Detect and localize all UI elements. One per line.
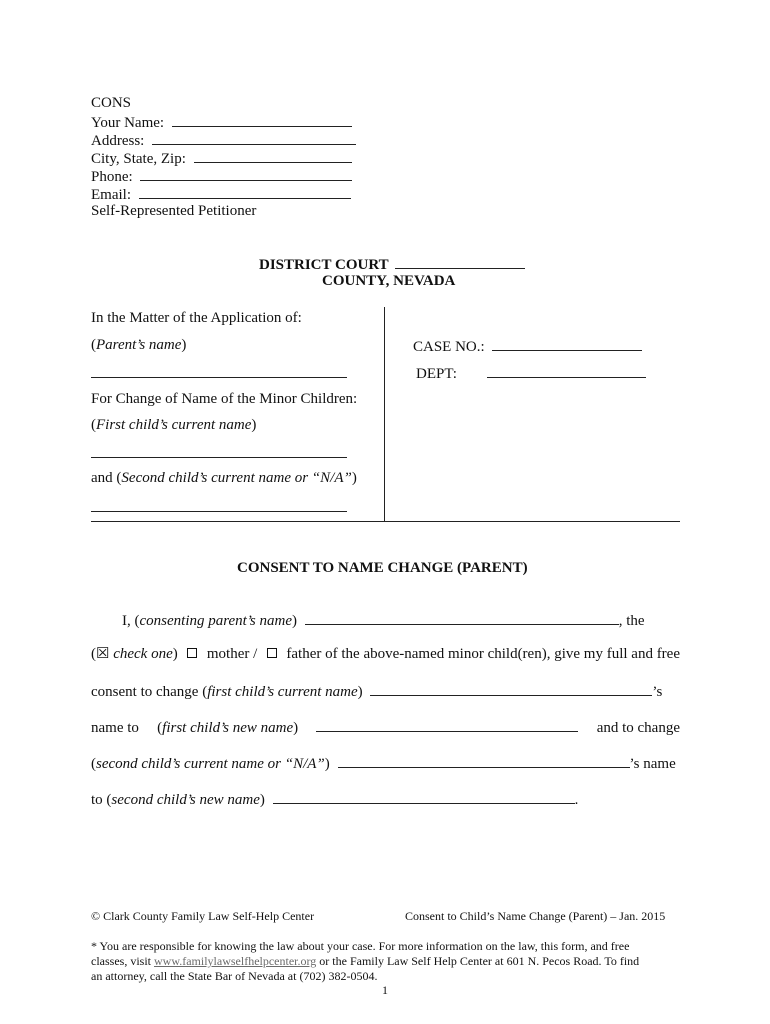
- change-of-name-label: For Change of Name of the Minor Children:: [91, 391, 358, 407]
- to-label: to: [91, 792, 103, 808]
- email-label: Email:: [91, 187, 131, 203]
- self-represented-label: Self-Represented Petitioner: [91, 203, 257, 219]
- footer-note-line-2: [91, 954, 639, 969]
- body-line-3: consent to change (first child’s current name) ’s: [91, 681, 662, 701]
- case-no-row: [413, 336, 642, 356]
- parent-name-hint-text: Parent’s name: [96, 337, 182, 353]
- second-child-current-hint: second child’s current name or “N/A”: [96, 756, 325, 772]
- body-line-5: (second child’s current name or “N/A”) ’s name: [91, 753, 676, 773]
- mother-label: mother /: [206, 646, 258, 662]
- dept-field[interactable]: [487, 363, 646, 378]
- phone-label: Phone:: [91, 169, 133, 185]
- county-nevada-label: COUNTY, NEVADA: [322, 273, 456, 289]
- phone-field[interactable]: [140, 166, 352, 181]
- matter-label: In the Matter of the Application of:: [91, 310, 302, 326]
- case-no-field[interactable]: [492, 336, 642, 351]
- first-child-hint: (First child’s current name): [91, 417, 257, 433]
- email-field[interactable]: [139, 184, 351, 199]
- second-child-hint-text: Second child’s current name or “N/A”: [121, 470, 352, 486]
- first-child-current-field[interactable]: [370, 681, 652, 696]
- first-child-new-field[interactable]: [316, 717, 578, 732]
- form-title-footer: Consent to Child’s Name Change (Parent) – Jan. 2015: [405, 909, 666, 923]
- address-label: Address:: [91, 133, 145, 149]
- your-name-row: [91, 112, 352, 132]
- possessive-s-label: ’s: [652, 684, 663, 700]
- city-state-zip-row: [91, 148, 352, 168]
- district-court-row: [259, 254, 525, 274]
- parent-name-hint: (Parent’s name): [91, 337, 187, 353]
- check-one-hint: (☒ check one): [91, 646, 178, 662]
- page-number: 1: [382, 983, 388, 997]
- father-checkbox[interactable]: [267, 648, 277, 658]
- email-row: [91, 184, 351, 204]
- district-court-field[interactable]: [395, 254, 525, 269]
- address-field[interactable]: [152, 130, 356, 145]
- consenting-parent-field[interactable]: [305, 610, 619, 625]
- mother-checkbox[interactable]: [187, 648, 197, 658]
- and-label: and: [91, 470, 113, 486]
- copyright-text: © Clark County Family Law Self-Help Center: [91, 909, 315, 923]
- form-code: CONS: [91, 95, 132, 111]
- first-child-hint-text: First child’s current name: [96, 417, 252, 433]
- body-line-1: I, (consenting parent’s name) , the: [122, 610, 645, 630]
- name-to-label: name to: [91, 720, 139, 736]
- phone-row: [91, 166, 352, 186]
- body-line-6: to (second child’s new name) .: [91, 789, 578, 809]
- second-child-hint: and (Second child’s current name or “N/A”): [91, 470, 357, 486]
- address-row: [91, 130, 356, 150]
- district-court-label: DISTRICT COURT: [259, 257, 389, 273]
- second-child-field[interactable]: [91, 511, 347, 512]
- first-child-current-hint: first child’s current name: [207, 684, 358, 700]
- case-no-label: CASE NO.:: [413, 339, 485, 355]
- first-child-field[interactable]: [91, 457, 347, 458]
- first-child-new-hint-text: first child’s new name: [162, 720, 294, 736]
- second-child-current-field[interactable]: [338, 753, 630, 768]
- city-state-zip-label: City, State, Zip:: [91, 151, 186, 167]
- parent-name-field[interactable]: [91, 377, 347, 378]
- possessive-name-label: ’s name: [629, 756, 676, 772]
- classes-visit-text: classes, visit: [91, 954, 151, 968]
- first-child-new-hint: (first child’s new name): [157, 720, 299, 736]
- footer-note-line-3: an attorney, call the State Bar of Nevada at (702) 382-0504.: [91, 969, 378, 983]
- caption-divider-horizontal: [91, 521, 680, 522]
- your-name-field[interactable]: [172, 112, 352, 127]
- consent-to-change-label: consent to change: [91, 684, 199, 700]
- body-line-2-text: father of the above-named minor child(ren), give my full and free: [286, 646, 680, 662]
- document-title: CONSENT TO NAME CHANGE (PARENT): [237, 560, 528, 576]
- dept-row: [416, 363, 646, 383]
- body-line-4: [91, 717, 680, 737]
- caption-divider-vertical: [384, 307, 385, 521]
- body-line-2: [91, 645, 680, 663]
- period-label: .: [574, 792, 579, 808]
- footer-note-line-1: * You are responsible for knowing the law about your case. For more information on the law, this form, and free: [91, 939, 630, 953]
- dept-label: DEPT:: [416, 366, 457, 382]
- the-label: , the: [618, 613, 645, 629]
- checked-box-glyph: ☒: [96, 646, 110, 662]
- i-label: I,: [122, 613, 131, 629]
- your-name-label: Your Name:: [91, 115, 165, 131]
- consenting-parent-hint: consenting parent’s name: [139, 613, 292, 629]
- second-child-new-hint: second child’s new name: [111, 792, 260, 808]
- check-one-text: check one: [113, 646, 173, 662]
- footer-note-line-2-rest: or the Family Law Self Help Center at 601 N. Pecos Road. To find: [319, 954, 640, 968]
- self-help-center-link[interactable]: www.familylawselfhelpcenter.org: [154, 954, 317, 968]
- second-child-new-field[interactable]: [273, 789, 575, 804]
- city-state-zip-field[interactable]: [194, 148, 352, 163]
- and-to-change-label: and to change: [596, 720, 680, 736]
